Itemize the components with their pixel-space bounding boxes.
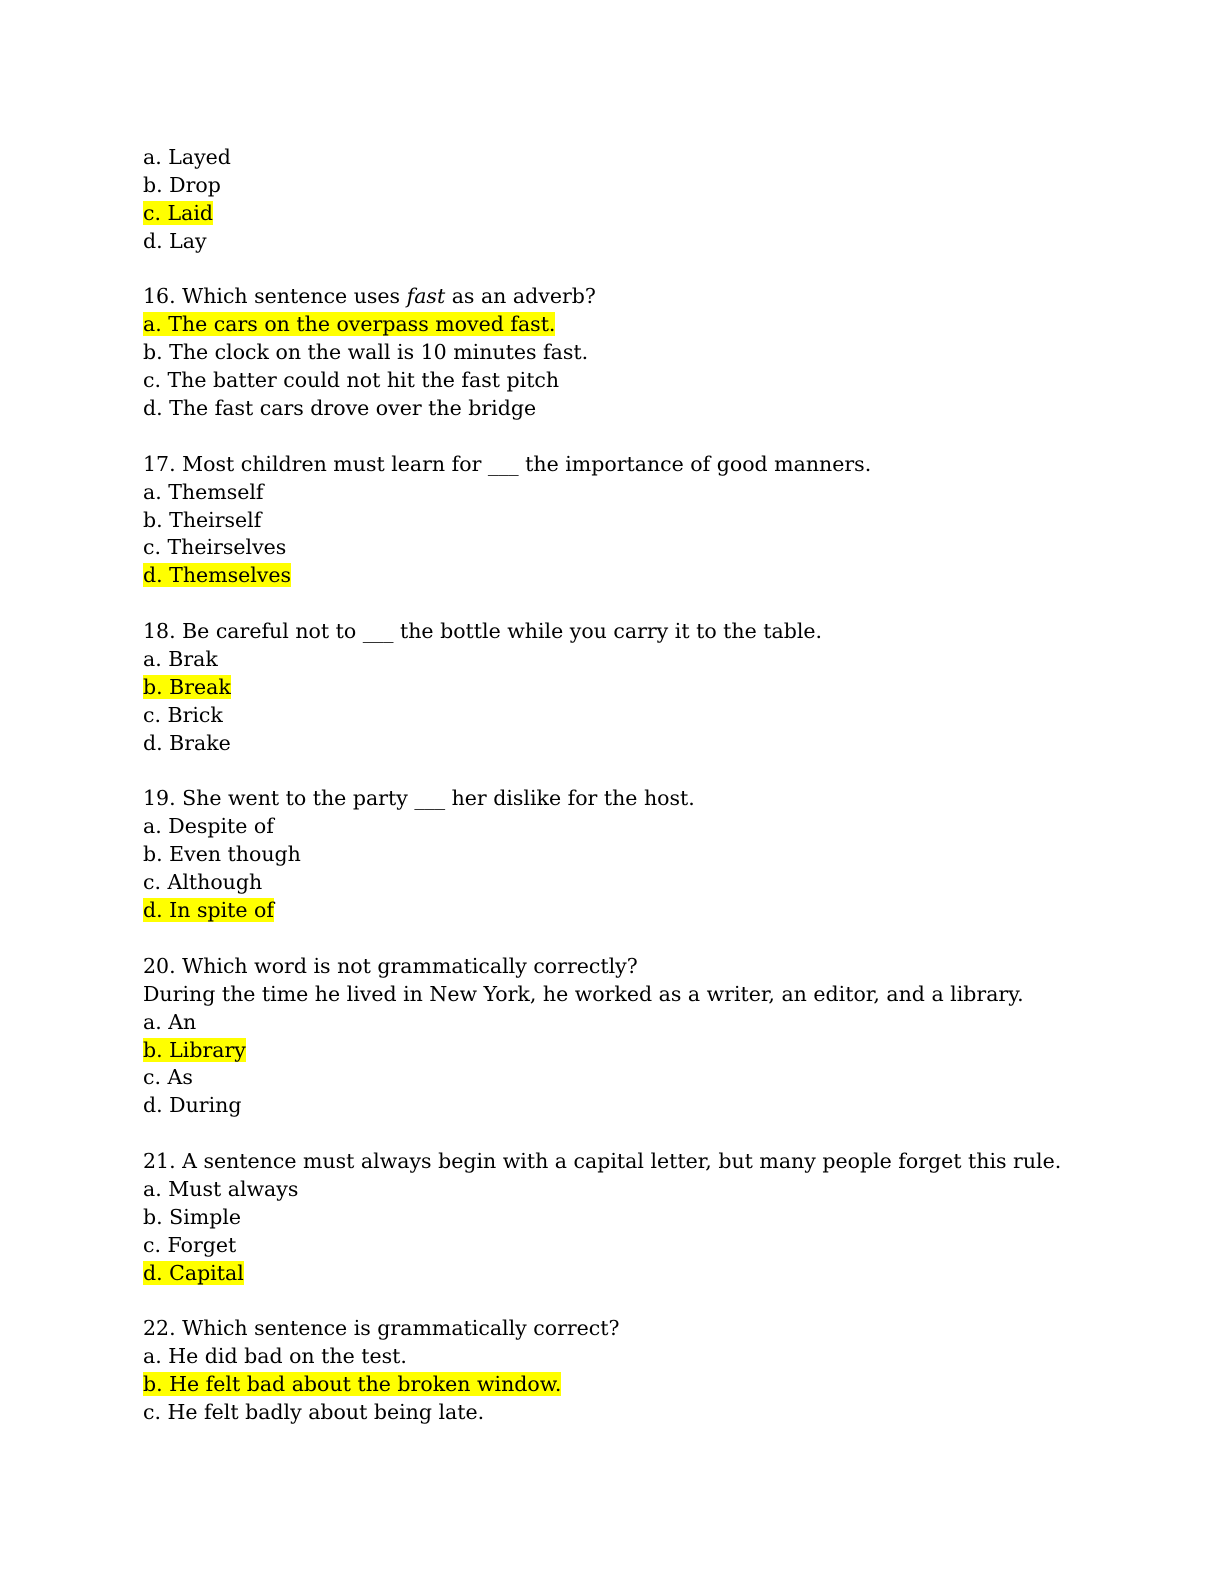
block-spacer (143, 423, 1103, 451)
answer-option (143, 228, 1103, 256)
question-text: 20. Which word is not grammatically correctly? (143, 953, 638, 978)
answer-option (143, 730, 1103, 758)
answer-option (143, 1092, 1103, 1120)
answer-text: c. He felt badly about being late. (143, 1400, 485, 1425)
block-spacer (143, 256, 1103, 284)
question-text: 22. Which sentence is grammatically correct? (143, 1316, 620, 1341)
question-emphasis: fast (406, 284, 446, 309)
question-text: 18. Be careful not to ___ the bottle while you carry it to the table. (143, 619, 823, 644)
answer-text: c. Although (143, 870, 263, 895)
block-spacer (143, 758, 1103, 786)
correct-answer-highlight: b. He felt bad about the broken window. (143, 1372, 562, 1397)
question-q20 (143, 953, 1103, 981)
document-page (143, 144, 1103, 1427)
answer-option (143, 562, 1103, 590)
answer-text: b. Simple (143, 1204, 242, 1229)
answer-option (143, 813, 1103, 841)
answer-option (143, 395, 1103, 423)
correct-answer-highlight: c. Laid (143, 200, 214, 225)
answer-option (143, 1371, 1103, 1399)
question-text: 21. A sentence must always begin with a capital letter, but many people forget this rule. (143, 1149, 1062, 1174)
answer-option (143, 144, 1103, 172)
answer-option (143, 1176, 1103, 1204)
answer-text: d. Brake (143, 730, 231, 755)
answer-option (143, 1064, 1103, 1092)
answer-text: a. Brak (143, 647, 218, 672)
answer-text: c. Theirselves (143, 535, 287, 560)
correct-answer-highlight: b. Break (143, 674, 231, 699)
answer-option (143, 1343, 1103, 1371)
answer-option (143, 841, 1103, 869)
answer-text: d. The fast cars drove over the bridge (143, 396, 537, 421)
answer-text: a. Despite of (143, 814, 274, 839)
answer-option (143, 479, 1103, 507)
correct-answer-highlight: d. Themselves (143, 563, 292, 588)
question-q16 (143, 283, 1103, 311)
answer-option (143, 200, 1103, 228)
answer-option (143, 534, 1103, 562)
answer-text: c. The batter could not hit the fast pitch (143, 368, 560, 393)
answer-text: c. Brick (143, 702, 223, 727)
answer-option (143, 172, 1103, 200)
question-text: 17. Most children must learn for ___ the importance of good manners. (143, 451, 872, 476)
answer-option (143, 646, 1103, 674)
answer-text: d. Lay (143, 228, 207, 253)
question-q21 (143, 1148, 1103, 1176)
answer-text: b. Even though (143, 842, 301, 867)
correct-answer-highlight: b. Library (143, 1037, 246, 1062)
question-q18 (143, 618, 1103, 646)
question-q17 (143, 451, 1103, 479)
answer-option (143, 702, 1103, 730)
prompt-text: During the time he lived in New York, he worked as a writer, an editor, and a library. (143, 981, 1024, 1006)
answer-option (143, 674, 1103, 702)
answer-option (143, 367, 1103, 395)
answer-text: b. The clock on the wall is 10 minutes fast. (143, 340, 589, 365)
question-text: 16. Which sentence uses (143, 284, 407, 309)
question-q22 (143, 1315, 1103, 1343)
block-spacer (143, 1288, 1103, 1316)
question-text: as an adverb? (445, 284, 596, 309)
answer-option (143, 1009, 1103, 1037)
answer-text: d. During (143, 1093, 242, 1118)
answer-option (143, 311, 1103, 339)
block-spacer (143, 925, 1103, 953)
answer-option (143, 1232, 1103, 1260)
answer-option (143, 339, 1103, 367)
correct-answer-highlight: d. Capital (143, 1260, 244, 1285)
answer-option (143, 897, 1103, 925)
answer-option (143, 1399, 1103, 1427)
answer-option (143, 1037, 1103, 1065)
block-spacer (143, 1120, 1103, 1148)
question-prompt (143, 981, 1103, 1009)
correct-answer-highlight: d. In spite of (143, 898, 274, 923)
answer-text: b. Theirself (143, 507, 262, 532)
correct-answer-highlight: a. The cars on the overpass moved fast. (143, 312, 556, 337)
answer-option (143, 1204, 1103, 1232)
answer-text: a. Themself (143, 479, 264, 504)
question-q19 (143, 785, 1103, 813)
answer-text: a. He did bad on the test. (143, 1344, 407, 1369)
answer-option (143, 869, 1103, 897)
answer-text: a. Layed (143, 145, 231, 169)
question-text: 19. She went to the party ___ her dislike for the host. (143, 786, 695, 811)
answer-text: c. As (143, 1065, 193, 1090)
answer-text: c. Forget (143, 1232, 237, 1257)
block-spacer (143, 590, 1103, 618)
answer-text: b. Drop (143, 172, 221, 197)
answer-text: a. Must always (143, 1176, 299, 1201)
answer-option (143, 1260, 1103, 1288)
answer-option (143, 507, 1103, 535)
answer-text: a. An (143, 1009, 197, 1034)
